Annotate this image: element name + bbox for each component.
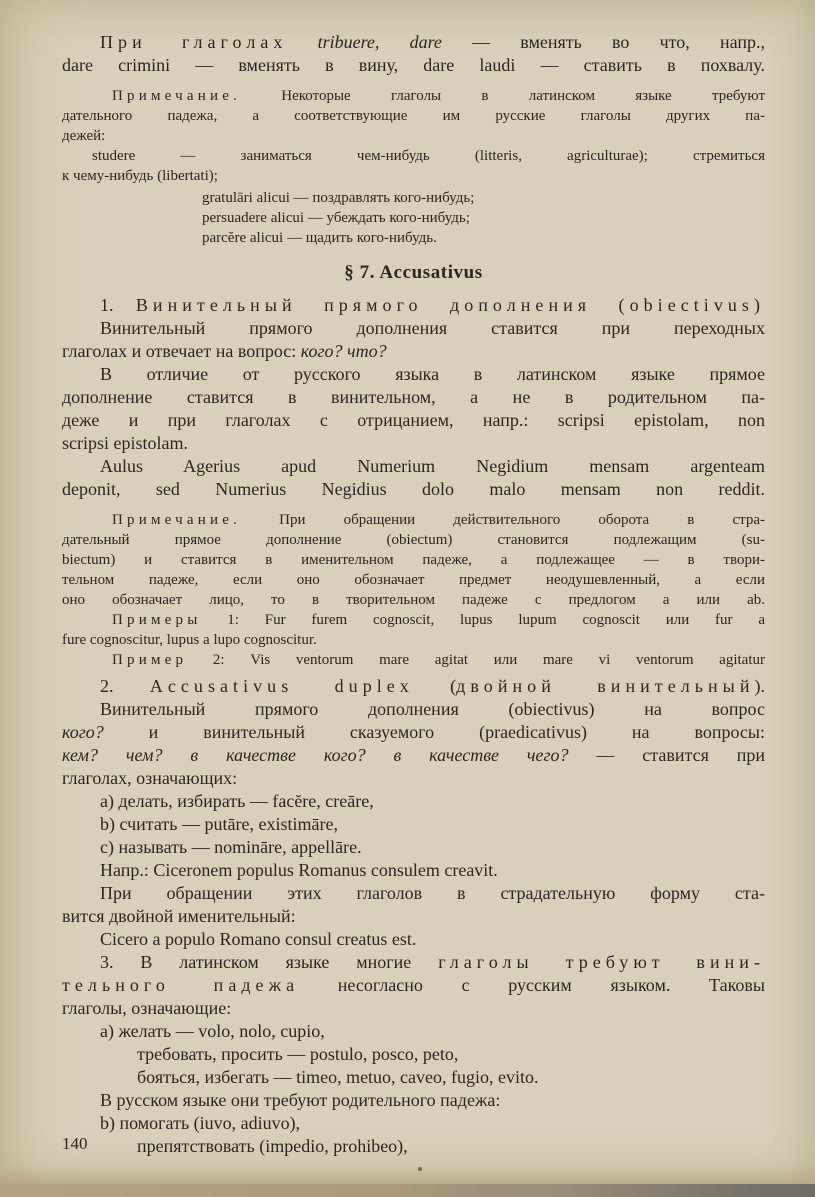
text-line — [62, 610, 765, 630]
text-line — [62, 767, 765, 790]
text-segment: biectum) и ставится в именительном падеже, а подлежащее — в твори- — [62, 552, 765, 568]
text-segment: tribuere, dare — [287, 32, 442, 52]
text-line — [62, 721, 765, 744]
text-segment: При глаголах — [100, 32, 288, 52]
text-segment: несогласно с русским языком. Таковы — [299, 975, 765, 995]
text-segment: В отличие от русского языка в латинском языке прямое — [100, 364, 765, 384]
text-segment: При обращении действительного оборота в стра- — [241, 512, 765, 528]
item-1-obiectivus — [62, 294, 765, 501]
text-segment: gratulāri alicui — поздравлять кого-нибудь; — [202, 190, 475, 206]
text-line — [62, 698, 765, 721]
text-line — [62, 294, 765, 317]
text-line — [62, 146, 765, 166]
text-segment: Винительный прямого дополнения (obiectivus) — [135, 295, 765, 315]
text-line — [62, 951, 765, 974]
text-line — [62, 836, 765, 859]
text-segment: a) желать — volo, nolo, cupio, — [100, 1021, 325, 1041]
text-line — [62, 1020, 765, 1043]
text-line — [62, 744, 765, 767]
text-segment: тельного падежа — [62, 975, 300, 995]
text-segment: Примечание. — [112, 88, 242, 104]
text-segment: бояться, избегать — timeo, metuo, caveo, fugio, evito. — [137, 1067, 539, 1087]
text-segment: ( — [413, 676, 457, 696]
text-segment: 2: Vis ventorum mare agitat или mare vi ventorum agitatur — [187, 652, 765, 668]
text-line — [62, 409, 765, 432]
text-segment: fure cognoscitur, lupus a lupo cognoscitur. — [62, 632, 317, 648]
text-segment: Примечание. — [112, 512, 242, 528]
text-line — [62, 1135, 765, 1158]
text-line — [62, 386, 765, 409]
text-segment: тельном падеже, если оно обозначает предмет неодушевленный, а если — [62, 572, 765, 588]
text-column — [62, 26, 765, 1158]
text-line — [62, 260, 765, 286]
text-segment: Пример — [112, 652, 188, 668]
text-line — [62, 882, 765, 905]
text-segment: двойной винительный — [456, 676, 755, 696]
text-segment: b) считать — putāre, existimāre, — [100, 814, 338, 834]
text-segment: Винительный прямого дополнения (obiectivus) на вопрос — [100, 699, 765, 719]
text-segment: препятствовать (impedio, prohibeo), — [137, 1136, 408, 1156]
text-line — [62, 86, 765, 106]
text-line — [62, 363, 765, 386]
text-line — [62, 228, 765, 248]
text-line — [62, 997, 765, 1020]
text-line — [62, 974, 765, 997]
text-line — [62, 188, 765, 208]
text-segment: Accusativus duplex — [149, 676, 414, 696]
text-segment: 2. — [100, 676, 150, 696]
text-segment: В русском языке они требуют родительного падежа: — [100, 1090, 501, 1110]
text-line — [62, 928, 765, 951]
text-line — [62, 905, 765, 928]
text-segment: требовать, просить — postulo, posco, peto, — [137, 1044, 459, 1064]
text-segment: persuadere alicui — убеждать кого-нибудь; — [202, 210, 470, 226]
text-segment: дательный прямое дополнение (obiectum) становится подлежащим (su- — [62, 532, 765, 548]
text-line — [62, 1066, 765, 1089]
text-line — [62, 813, 765, 836]
text-line — [62, 790, 765, 813]
text-line — [62, 650, 765, 670]
text-segment: Некоторые глаголы в латинском языке требуют — [241, 88, 765, 104]
text-segment: дополнение ставится в винительном, а не в родительном па- — [62, 387, 765, 407]
text-segment: Примеры — [112, 612, 202, 628]
note-passive-transformation — [62, 510, 765, 670]
text-segment: Cicero a populo Romano consul creatus est. — [100, 929, 417, 949]
item-2-and-3-accusativus-duplex — [62, 675, 765, 1158]
text-segment: к чему-нибудь (libertati); — [62, 168, 218, 184]
text-segment: a) делать, избирать — facĕre, creāre, — [100, 791, 374, 811]
text-segment: c) называть — nomināre, appellāre. — [100, 837, 362, 857]
text-segment: и винительный сказуемого (praedicativus) на вопросы: — [103, 722, 765, 742]
note-dative-example-list — [62, 188, 765, 248]
text-line — [62, 31, 765, 54]
note-dative-verbs — [62, 86, 765, 186]
text-segment: При обращении этих глаголов в страдательную форму ста- — [100, 883, 765, 903]
text-segment: оно обозначает лицо, то в творительном падеже с предлогом a или ab. — [62, 592, 765, 608]
text-segment: Напр.: Ciceronem populus Romanus consulem creavit. — [100, 860, 498, 880]
text-segment: 3. В латинском языке многие — [100, 952, 439, 972]
text-segment: кого? — [62, 722, 104, 742]
text-line — [62, 590, 765, 610]
page-bottom-shadow — [0, 1166, 815, 1184]
text-line — [62, 1043, 765, 1066]
text-segment: кем? чем? в качестве кого? в качестве чего? — [62, 745, 569, 765]
text-segment: deponit, sed Numerius Negidius dolo malo mensam non reddit. — [62, 479, 765, 499]
text-segment: деже и при глаголах с отрицанием, напр.: scripsi epistolam, non — [62, 410, 765, 430]
text-segment: ). — [754, 676, 765, 696]
text-line — [62, 432, 765, 455]
text-line — [62, 478, 765, 501]
text-line — [62, 126, 765, 146]
book-edge — [0, 1184, 815, 1197]
text-line — [62, 675, 765, 698]
text-line — [62, 455, 765, 478]
text-segment: дательного падежа, а соответствующие им русские глаголы других па- — [62, 108, 765, 124]
text-line — [62, 859, 765, 882]
intro-paragraph-tribuere-dare — [62, 31, 765, 77]
text-line — [62, 340, 765, 363]
text-segment: — ставится при — [568, 745, 766, 765]
text-segment: глаголы, означающие: — [62, 998, 232, 1018]
text-segment: глаголы требуют вини- — [438, 952, 766, 972]
text-line — [62, 630, 765, 650]
text-segment: глаголах и отвечает на вопрос: — [62, 341, 301, 361]
page-number: 140 — [62, 1134, 88, 1153]
text-segment: § 7. Accusativus — [344, 262, 483, 283]
section-heading-accusativus — [62, 260, 765, 286]
text-segment: дежей: — [62, 128, 106, 144]
text-line — [62, 510, 765, 530]
text-segment: 1. — [100, 295, 136, 315]
text-line — [62, 54, 765, 77]
text-segment: кого? что? — [300, 341, 387, 361]
text-line — [62, 530, 765, 550]
text-line — [62, 208, 765, 228]
text-segment: dare crimini — вменять в вину, dare laudi — ставить в похвалу. — [62, 55, 765, 75]
text-line — [62, 317, 765, 340]
text-line — [62, 1089, 765, 1112]
text-segment: b) помогать (iuvo, adiuvo), — [100, 1113, 301, 1133]
text-line — [62, 106, 765, 126]
text-line — [62, 1112, 765, 1135]
text-line — [62, 570, 765, 590]
text-segment: глаголах, означающих: — [62, 768, 238, 788]
text-segment: parcĕre alicui — щадить кого-нибудь. — [202, 230, 437, 246]
text-segment: studere — заниматься чем-нибудь (litteris, agriculturae); стремиться — [92, 148, 765, 164]
text-segment: Aulus Agerius apud Numerium Negidium mensam argenteam — [100, 456, 765, 476]
text-segment: scripsi epistolam. — [62, 433, 188, 453]
text-segment: Винительный прямого дополнения ставится при переходных — [100, 318, 765, 338]
text-segment: — вменять во что, напр., — [441, 32, 765, 52]
text-segment: вится двойной именительный: — [62, 906, 296, 926]
text-line — [62, 166, 765, 186]
text-line — [62, 550, 765, 570]
text-segment: 1: Fur furem cognoscit, lupus lupum cognoscit или fur a — [201, 612, 765, 628]
